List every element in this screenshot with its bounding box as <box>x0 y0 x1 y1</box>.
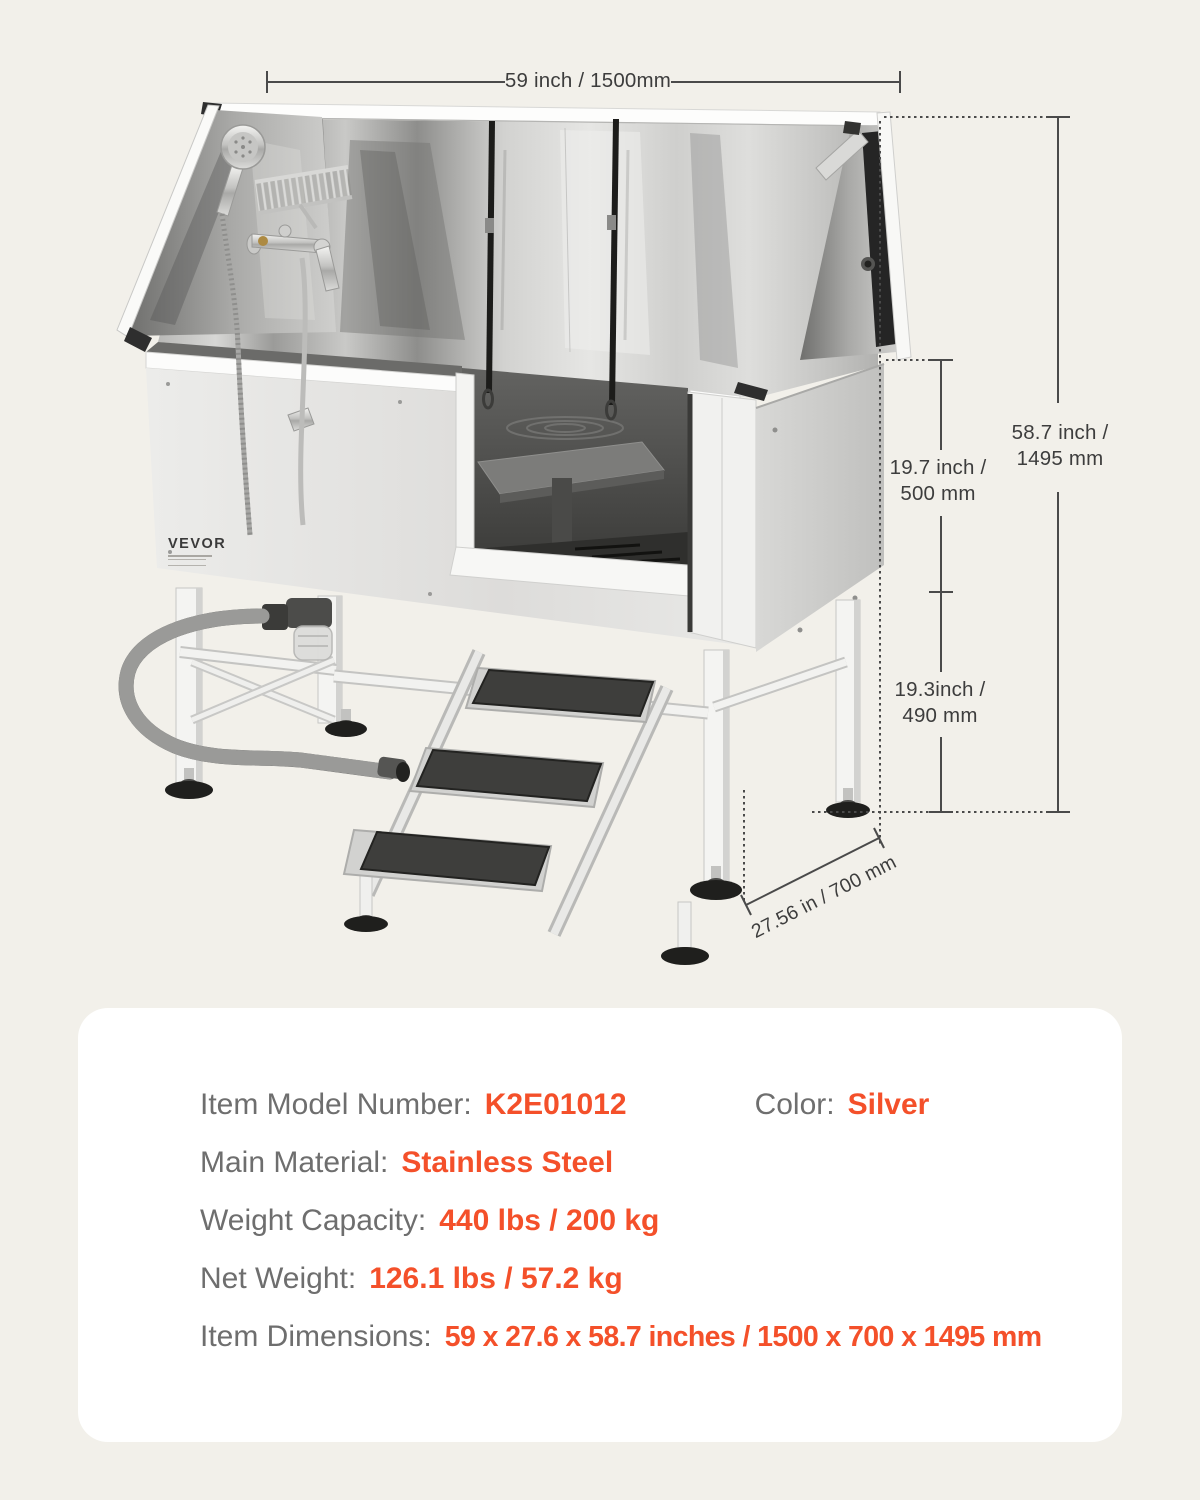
dimension-tub-height-line1: 19.7 inch / <box>889 456 987 479</box>
spec-value-dimensions: 59 x 27.6 x 58.7 inches / 1500 x 700 x 1495 mm <box>444 1321 1042 1353</box>
spec-label-dimensions: Item Dimensions: <box>200 1320 432 1353</box>
spec-label-model: Item Model Number: <box>200 1088 472 1121</box>
spec-row-model-color <box>200 1088 929 1122</box>
spec-value-net-weight: 126.1 lbs / 57.2 kg <box>369 1262 623 1295</box>
spec-row-material <box>200 1146 613 1180</box>
side-door <box>688 392 756 648</box>
spec-row-capacity <box>200 1204 659 1238</box>
dimension-total-height-line1: 58.7 inch / <box>1011 421 1109 444</box>
spec-value-color: Silver <box>847 1088 930 1121</box>
dimension-total-height-line2: 1495 mm <box>1016 447 1104 470</box>
brand-logo <box>168 536 226 566</box>
spec-label-color: Color: <box>754 1088 835 1121</box>
brand-logo-caption-bars <box>168 559 206 566</box>
dimension-width-label: 59 inch / 1500mm <box>504 69 672 92</box>
spec-row-net-weight <box>200 1262 623 1296</box>
pet-steps <box>344 652 691 952</box>
spec-label-capacity: Weight Capacity: <box>200 1204 427 1237</box>
spec-label-material: Main Material: <box>200 1146 389 1179</box>
dimension-leg-height-line2: 490 mm <box>902 704 978 727</box>
brand-logo-text: VEVOR <box>168 536 227 552</box>
door-opening <box>462 368 688 570</box>
dimension-tub-height-label <box>863 455 1013 507</box>
dimension-leg-height-label <box>865 677 1015 729</box>
dimension-tub-height-line2: 500 mm <box>900 482 976 505</box>
dimension-leg-height-line1: 19.3inch / <box>894 678 986 701</box>
spec-value-model: K2E01012 <box>484 1088 627 1121</box>
spec-label-net-weight: Net Weight: <box>200 1262 357 1295</box>
spec-card <box>78 1008 1122 1442</box>
tub-right-face <box>756 364 884 652</box>
dimension-depth-label: 27.56 in / 700 mm <box>747 850 901 944</box>
spec-value-capacity: 440 lbs / 200 kg <box>439 1204 660 1237</box>
spec-row-dimensions <box>200 1320 1041 1354</box>
brand-logo-tagline-bar <box>168 555 212 557</box>
spec-value-material: Stainless Steel <box>401 1146 614 1179</box>
